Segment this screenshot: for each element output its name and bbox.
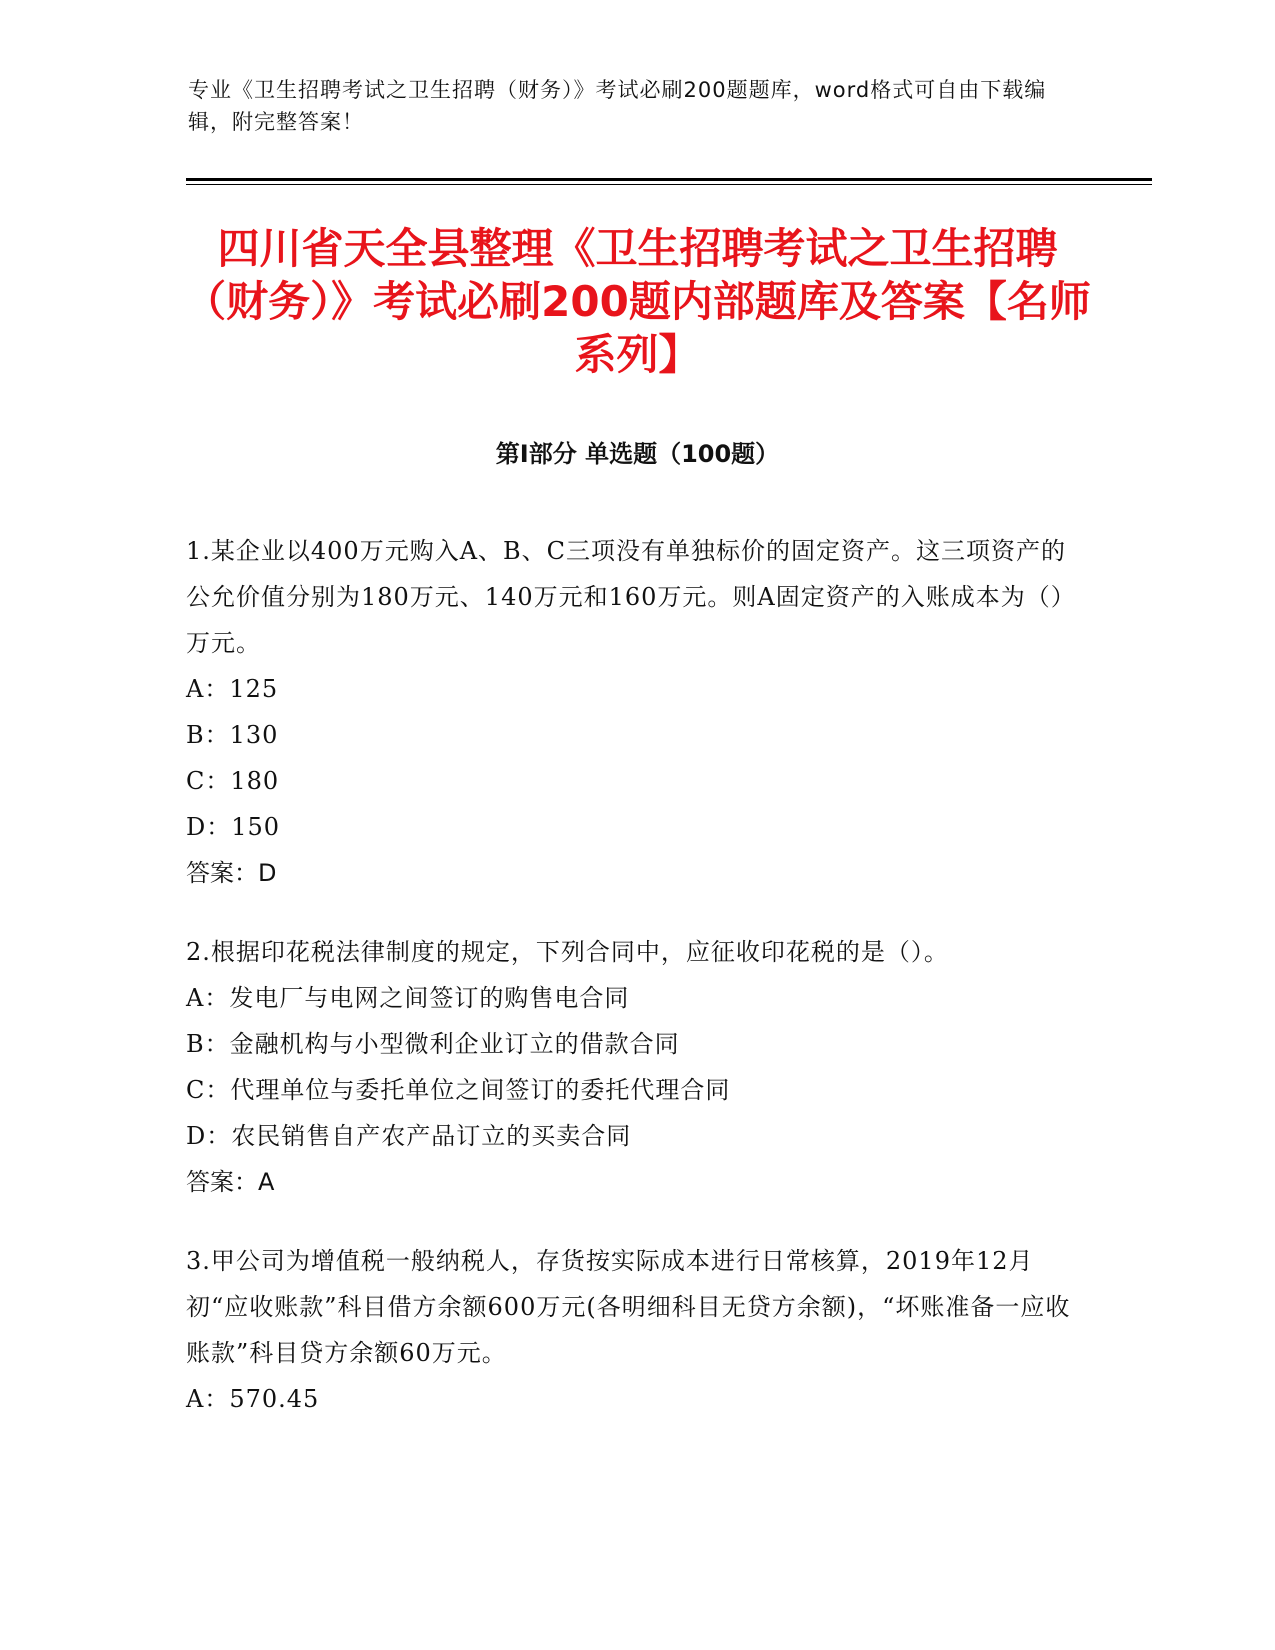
question-1 [186, 528, 1086, 896]
document-title: 四川省天全县整理《卫生招聘考试之卫生招聘（财务）》考试必刷200题内部题库及答案【名师系列】 [184, 224, 1091, 379]
question-3 [186, 1238, 1086, 1422]
option-c: C：180 [186, 767, 280, 795]
answer-line: 答案：D [186, 859, 277, 887]
question-stem: 1.某企业以400万元购入A、B、C三项没有单独标价的固定资产。这三项资产的公允价值分别为180万元、140万元和160万元。则A固定资产的入账成本为（）万元。 [186, 537, 1076, 657]
option-a: A：570.45 [186, 1385, 320, 1413]
answer-line: 答案：A [186, 1168, 275, 1196]
header-rule-thick [186, 178, 1152, 181]
option-c: C：代理单位与委托单位之间签订的委托代理合同 [186, 1076, 731, 1104]
question-list [186, 528, 1086, 1455]
option-b: B：130 [186, 721, 279, 749]
option-a: A：发电厂与电网之间签订的购售电合同 [186, 984, 630, 1012]
section-title: 第Ⅰ部分 单选题（100题） [495, 440, 780, 468]
question-stem: 2.根据印花税法律制度的规定，下列合同中，应征收印花税的是（）。 [186, 938, 949, 966]
option-a: A：125 [186, 675, 279, 703]
option-b: B：金融机构与小型微利企业订立的借款合同 [186, 1030, 680, 1058]
question-stem: 3.甲公司为增值税一般纳税人，存货按实际成本进行日常核算，2019年12月初“应收账款”科目借方余额600万元(各明细科目无贷方余额)，“坏账准备一应收账款”科目贷方余额60万元。 [186, 1247, 1071, 1367]
header-rule-thin [186, 184, 1152, 185]
option-d: D：150 [186, 813, 281, 841]
option-d: D：农民销售自产农产品订立的买卖合同 [186, 1122, 632, 1150]
question-2 [186, 929, 1086, 1205]
document-header: 专业《卫生招聘考试之卫生招聘（财务）》考试必刷200题题库，word格式可自由下载编辑，附完整答案！ [188, 78, 1047, 134]
